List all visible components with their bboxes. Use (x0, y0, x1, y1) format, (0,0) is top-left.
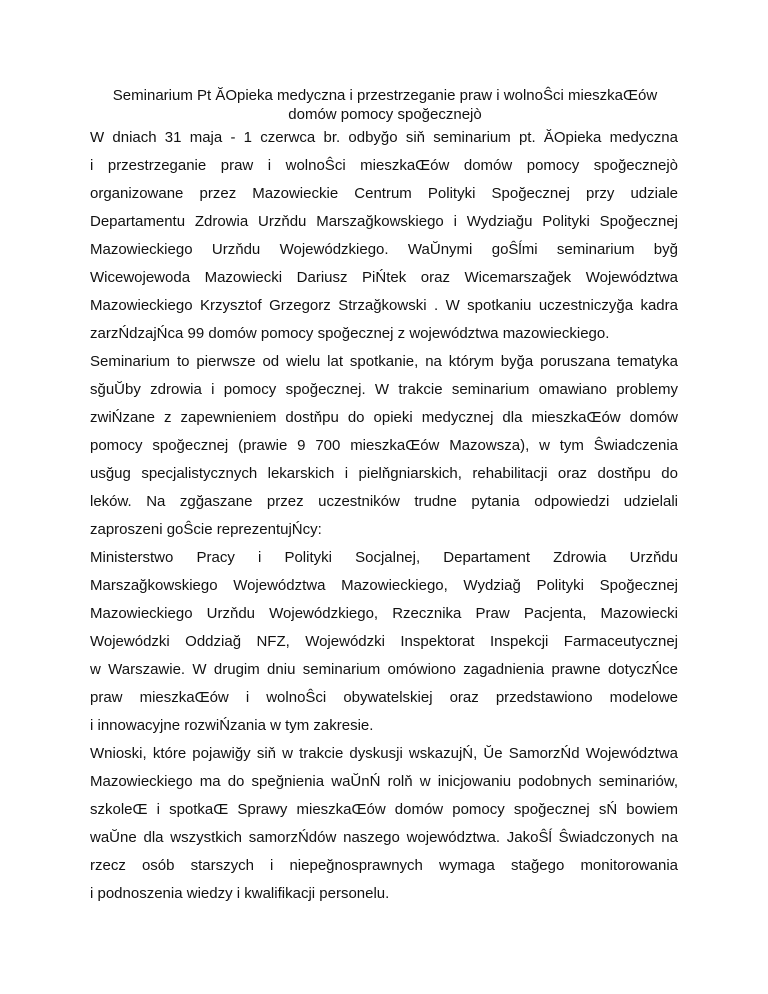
paragraph-3 (90, 740, 678, 908)
document-body (90, 124, 678, 908)
text-line: w Warszawie. W drugim dniu seminarium omówiono zagadnienia prawne dotyczŃce (90, 661, 678, 678)
text-line: organizowane przez Mazowieckie Centrum Polityki Spoğecznej przy udziale (90, 185, 678, 202)
text-line: W dniach 31 maja - 1 czerwca br. odbyğo siň seminarium pt. ĂOpieka medyczna (90, 129, 678, 146)
text-line: szkoleŒ i spotkaŒ Sprawy mieszkaŒów domów pomocy spoğecznej sŃ bowiem (90, 801, 678, 818)
title-line-1: Seminarium Pt ĂOpieka medyczna i przestrzeganie praw i wolnoŜci mieszkaŒów (112, 87, 658, 104)
document-title (90, 86, 680, 124)
title-line-2: domów pomocy spoğecznejò (288, 106, 482, 123)
text-line: waŬne dla wszystkich samorzŃdów naszego województwa. JakoŜĺ Ŝwiadczonych na (90, 829, 678, 846)
text-line: Mazowieckiego Krzysztof Grzegorz Strzağkowski . W spotkaniu uczestniczyğa kadra (90, 297, 678, 314)
paragraph-1 (90, 124, 678, 348)
paragraph-2 (90, 348, 678, 740)
text-line: zaproszeni goŜcie reprezentujŃcy: (90, 521, 322, 538)
text-line: Wicewojewoda Mazowiecki Dariusz PiŃtek oraz Wicemarszağek Województwa (90, 269, 678, 286)
text-line: Seminarium to pierwsze od wielu lat spotkanie, na którym byğa poruszana tematyka (90, 353, 678, 370)
text-line: i innowacyjne rozwiŃzania w tym zakresie. (90, 717, 374, 734)
text-line: leków. Na zgğaszane przez uczestników trudne pytania odpowiedzi udzielali (90, 493, 678, 510)
text-line: rzecz osób starszych i niepeğnosprawnych wymaga stağego monitorowania (90, 857, 678, 874)
text-line: i podnoszenia wiedzy i kwalifikacji personelu. (90, 885, 390, 902)
text-line: Mazowieckiego Urzňdu Wojewódzkiego. WaŬnymi goŜĺmi seminarium byğ (90, 241, 678, 258)
text-line: Wojewódzki Oddziağ NFZ, Wojewódzki Inspektorat Inspekcji Farmaceutycznej (90, 633, 678, 650)
text-line: Mazowieckiego Urzňdu Wojewódzkiego, Rzecznika Praw Pacjenta, Mazowiecki (90, 605, 678, 622)
text-line: pomocy spoğecznej (prawie 9 700 mieszkaŒów Mazowsza), w tym Ŝwiadczenia (90, 437, 678, 454)
text-line: Ministerstwo Pracy i Polityki Socjalnej, Departament Zdrowia Urzňdu (90, 549, 678, 566)
text-line: sğuŬby zdrowia i pomocy spoğecznej. W trakcie seminarium omawiano problemy (90, 381, 678, 398)
text-line: Wnioski, które pojawiğy siň w trakcie dyskusji wskazujŃ, Ŭe SamorzŃd Województwa (90, 745, 678, 762)
text-line: praw mieszkaŒów i wolnoŜci obywatelskiej oraz przedstawiono modelowe (90, 689, 678, 706)
text-line: Mazowieckiego ma do speğnienia waŬnŃ rolň w inicjowaniu podobnych seminariów, (90, 773, 678, 790)
text-line: i przestrzeganie praw i wolnoŜci mieszkaŒów domów pomocy spoğecznejò (90, 157, 678, 174)
text-line: Departamentu Zdrowia Urzňdu Marszağkowskiego i Wydziağu Polityki Spoğecznej (90, 213, 678, 230)
text-line: usğug specjalistycznych lekarskich i pielňgniarskich, rehabilitacji oraz dostňpu do (90, 465, 678, 482)
text-line: zarzŃdzajŃca 99 domów pomocy spoğecznej z województwa mazowieckiego. (90, 325, 610, 342)
text-line: Marszağkowskiego Województwa Mazowieckiego, Wydziağ Polityki Spoğecznej (90, 577, 678, 594)
text-line: zwiŃzane z zapewnieniem dostňpu do opieki medycznej dla mieszkaŒów domów (90, 409, 678, 426)
